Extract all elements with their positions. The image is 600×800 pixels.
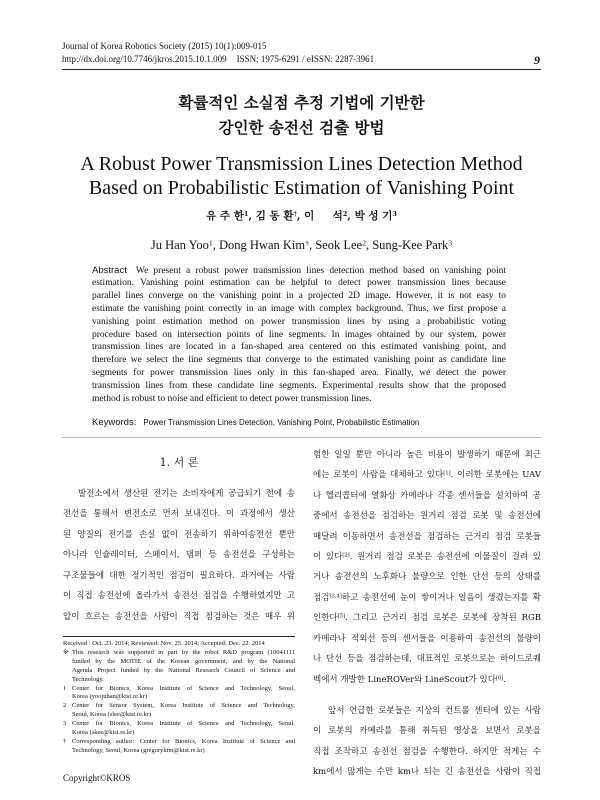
text-run: parallel lines converge on the vanishing point in a projected 2D image. However, it is not easy to — [92, 291, 506, 302]
text-run: transmission lines are located in a fan-shaped area centered on this estimated vanishing point, and — [92, 342, 506, 353]
footnote-line — [63, 702, 295, 711]
footnote — [63, 720, 295, 738]
footnote — [63, 702, 295, 720]
header-divider — [62, 69, 541, 70]
footnote-line — [63, 658, 295, 667]
text-run: 구조물들에 대한 정기적인 점검이 필요하다. 과거에는 사람 — [63, 570, 295, 581]
text-run: 인한다 — [313, 613, 338, 624]
body-paragraph — [63, 484, 295, 627]
footnote-line — [63, 747, 295, 756]
body-line — [63, 504, 295, 524]
superscript-marker: [2] — [342, 552, 350, 559]
text-run: 나 헬리콥터에 열화상 카메라나 각종 센서들을 설치하여 공 — [313, 490, 541, 501]
english-title-line: A Robust Power Transmission Lines Detection Method — [80, 153, 523, 175]
body-line — [63, 484, 295, 504]
body-line — [313, 629, 541, 649]
keywords-text: Power Transmission Lines Detection, Vanishing Point, Probabilistic Estimation — [143, 418, 420, 427]
abstract-label: Abstract — [92, 264, 127, 276]
text-run: 벡에서 개발한 LineROVer와 LineScout가 있다 — [313, 674, 496, 685]
journal-citation: Journal of Korea Robotics Society (2015) 10(1):009-015 — [62, 41, 267, 51]
abstract-line — [92, 265, 506, 278]
footnote-text: This research was supported in part by the robot R&D program (10041111 — [72, 648, 295, 656]
text-run: 이 직접 송전선에 올라가서 송전선 점검을 수행하였지만 고 — [63, 591, 295, 602]
body-line — [313, 445, 541, 465]
superscript-marker: † — [305, 238, 309, 248]
body-line — [313, 608, 541, 628]
text-run: procedure based on intersection points of line segments. In images obtained by our system, power — [92, 329, 506, 340]
body-line — [313, 486, 541, 506]
text-run: therefore we select the line segments that converge to the estimated vanishing point as candidate line — [92, 355, 506, 366]
english-authors — [62, 237, 541, 253]
footnote — [63, 738, 295, 756]
superscript-marker: 2 — [342, 210, 348, 219]
text-run: 카메라나 적외선 등의 센서들을 이용하여 송전선의 불량이 — [313, 633, 541, 644]
footnote-marker: 2 — [63, 702, 67, 710]
footnote-text: Center for Bionics, Korea Institute of Science and Technology, Seoul, — [72, 684, 295, 692]
footnote-line — [63, 685, 295, 694]
running-header — [62, 40, 374, 66]
footnote-line — [63, 693, 295, 702]
page-number: 9 — [534, 53, 540, 67]
text-run: 아니라 인슐레이터, 스페이서, 댐퍼 등 송전선을 구성하는 — [63, 550, 295, 561]
footnote-text: Agenda Project funded by the National Research Council of Science and — [72, 666, 295, 674]
text-run: , Seok Lee — [308, 238, 363, 252]
footnote-text: Korea (yoojuhan@kist.re.kr) — [72, 693, 148, 701]
body-paragraph — [313, 445, 541, 690]
body-line — [313, 588, 541, 608]
abstract-divider — [62, 437, 541, 438]
body-line — [313, 721, 541, 741]
superscript-marker: 3 — [392, 210, 397, 219]
text-run: 거나 송전선의 노후화나 불량으로 인한 단선 등의 상태를 — [313, 572, 541, 583]
korean-title — [62, 91, 541, 141]
body-line — [313, 506, 541, 526]
body-line — [63, 607, 295, 627]
footnote-line — [63, 649, 295, 658]
body-line — [63, 566, 295, 586]
body-line — [313, 742, 541, 762]
text-run: 앞서 언급한 로봇들은 지상의 컨트롤 센터에 있는 사람 — [328, 705, 541, 716]
issn-text: ISSN: 1975-6291 / eISSN: 2287-3961 — [236, 54, 375, 64]
abstract-line — [92, 277, 506, 290]
text-run: estimation. Vanishing point estimation can be helpful to detect power transmission lines because — [92, 278, 506, 289]
footnote-divider — [63, 636, 295, 637]
text-run: km에서 많게는 수만 km나 되는 긴 송전선을 사람이 직접 — [313, 767, 541, 778]
text-run: transmission lines from these candidate line segments. Experimental results show that the proposed — [92, 380, 506, 391]
text-run: 매달려 이동하면서 송전선을 점검하는 근거리 점검 로봇들 — [313, 531, 541, 542]
english-title-line: Based on Probabilistic Estimation of Vanishing Point — [88, 177, 515, 199]
text-run: . — [503, 674, 507, 685]
footnote-text: Center for Bionics, Korea Institute of Science and Technology, Seoul, — [72, 720, 295, 728]
body-line — [313, 670, 541, 690]
text-run: segments for power transmission lines only in this fan-shaped area. Finally, we detect the power — [92, 367, 506, 378]
footnote-text: Center for Sensor System, Korea Institute of Science and Technology, — [72, 702, 295, 710]
superscript-marker: † — [293, 210, 297, 219]
text-run: 험한 일일 뿐만 아니라 높은 비용이 발생하기 때문에 최근 — [313, 449, 541, 460]
footnote-text: Seoul, Korea (slee@kist.re.kr) — [72, 711, 152, 719]
abstract-line — [92, 316, 506, 329]
doi-text: http://dx.doi.org/10.7746/jkros.2015.10.1.009 — [62, 54, 227, 64]
superscript-marker: [5] — [337, 613, 346, 620]
english-title — [62, 152, 541, 200]
text-run: , 박 성 기 — [347, 210, 393, 222]
text-run: 전선을 통해서 변전소로 먼저 보내진다. 이 과정에서 생산 — [63, 509, 295, 520]
text-run: . 이러한 로봇에는 UAV — [450, 470, 542, 481]
superscript-marker: [6] — [495, 675, 504, 682]
text-run: 점검 — [313, 592, 330, 603]
text-run: 에는 로봇이 사람을 대체하고 있다 — [313, 470, 444, 481]
footnote-text: Corresponding author: Center for Bionics, Korea Institute of Science and — [72, 737, 295, 745]
abstract-line — [92, 290, 506, 303]
superscript-marker: 1 — [208, 238, 213, 248]
body-line — [63, 545, 295, 565]
text-run: , Dong Hwan Kim — [212, 238, 306, 252]
received-dates: Received : Oct. 23. 2014; Reviewed: Nov. 25. 2014; Accepted: Dec. 22. 2014 — [63, 640, 265, 647]
footnote-marker: 3 — [63, 720, 67, 728]
text-run: method is robust to noise and efficient to detect power transmission lines. — [92, 393, 372, 404]
text-run: , Sung-Kee Park — [365, 238, 449, 252]
text-run: estimate the vanishing point correctly in an image with complex background. Thus, we first propose a — [92, 303, 506, 314]
superscript-marker: 3 — [448, 238, 453, 248]
abstract-line — [92, 367, 506, 380]
body-line — [313, 701, 541, 721]
text-run: 발전소에서 생산된 전기는 소비자에게 공급되기 전에 송 — [78, 489, 295, 499]
footnote-marker: ※ — [63, 648, 69, 656]
section-heading: 1. 서 론 — [159, 456, 199, 469]
text-run: Ju Han Yoo — [150, 238, 209, 252]
abstract-line — [92, 341, 506, 354]
text-run: 하고 송전선에 눈이 쌓이거나 얼음이 생겼는지를 확 — [341, 592, 541, 603]
text-run: vanishing point estimation method on power transmission lines by using a probabilistic voting — [92, 316, 506, 327]
footnote-text: Technology. — [72, 675, 104, 683]
abstract-text: We present a robust power transmission lines detection method based on vanishing point — [135, 265, 506, 276]
korean-authors — [62, 208, 541, 224]
abstract-line — [92, 380, 506, 393]
footnote-text: Korea (skee@kist.re.kr) — [72, 729, 135, 737]
korean-title-line: 확률적인 소실점 추정 기법에 기반한 — [178, 94, 425, 112]
korean-title-line: 강인한 송전선 검출 방법 — [218, 119, 385, 137]
text-run: 직접 조작하고 송전선 점검을 수행한다. 하지만 적게는 수 — [313, 746, 541, 757]
body-line — [313, 567, 541, 587]
footnote-text: funded by the MOTIE of the Korean government, and by the National — [72, 657, 295, 665]
footnote-line — [63, 738, 295, 747]
footnotes — [63, 640, 295, 756]
keywords — [92, 414, 522, 430]
text-run: 중에서 송전선을 점검하는 원거리 점검 로봇 및 송전선에 — [313, 511, 541, 522]
abstract-line — [92, 393, 506, 406]
keywords-label: Keywords: — [92, 417, 137, 428]
body-line — [313, 762, 541, 782]
doi-issn-line — [62, 53, 374, 66]
footnote-marker: † — [63, 737, 67, 745]
body-line — [63, 586, 295, 606]
text-run: . 원거리 점검 로봇은 송전선에 이물질이 걸려 있 — [349, 551, 541, 562]
text-run: 나 단선 등을 점검하는데, 대표적인 로봇으로는 하이드로퀘 — [313, 654, 541, 665]
body-line — [313, 465, 541, 485]
footnote-list — [63, 649, 295, 756]
superscript-marker: [3,4] — [329, 593, 342, 600]
footnote — [63, 649, 295, 685]
body-line — [63, 525, 295, 545]
text-run: 압이 흐르는 송전선을 사람이 직접 점검하는 것은 매우 위 — [63, 611, 295, 622]
body-line — [313, 527, 541, 547]
abstract-lines — [92, 277, 506, 405]
abstract-line — [92, 303, 506, 316]
body-line — [313, 547, 541, 567]
body-paragraph — [313, 701, 541, 783]
text-run: 이 있다 — [313, 551, 343, 562]
copyright-notice: Copyright©KROS — [63, 773, 131, 783]
text-run: . 그리고 근거리 점검 로봇은 로봇에 장착된 RGB — [345, 613, 541, 624]
footnote-line — [63, 667, 295, 676]
text-run: 유 주 한 — [206, 210, 244, 222]
text-run: 이 로봇의 카메라를 통해 취득된 영상을 보면서 로봇을 — [313, 726, 541, 737]
footnote-text: Technology, Seoul, Korea (gregorykim@kist.re.kr) — [72, 746, 205, 754]
text-run: , 이 석 — [296, 210, 343, 222]
text-run: 된 양질의 전기를 손실 없이 전송하기 위하여송전선 뿐만 — [63, 529, 295, 540]
superscript-marker: [1] — [443, 470, 451, 477]
text-run: , 김 동 환 — [248, 210, 294, 222]
footnote-marker: 1 — [63, 684, 67, 692]
superscript-marker: 2 — [362, 238, 366, 248]
footnote — [63, 685, 295, 703]
abstract-line — [92, 354, 506, 367]
body-line — [313, 649, 541, 669]
footnote-line — [63, 720, 295, 729]
footnote-line — [63, 711, 295, 720]
footnote-line — [63, 676, 295, 685]
footnote-line — [63, 729, 295, 738]
abstract — [92, 265, 506, 406]
superscript-marker: 1 — [243, 210, 249, 219]
abstract-line — [92, 329, 506, 342]
